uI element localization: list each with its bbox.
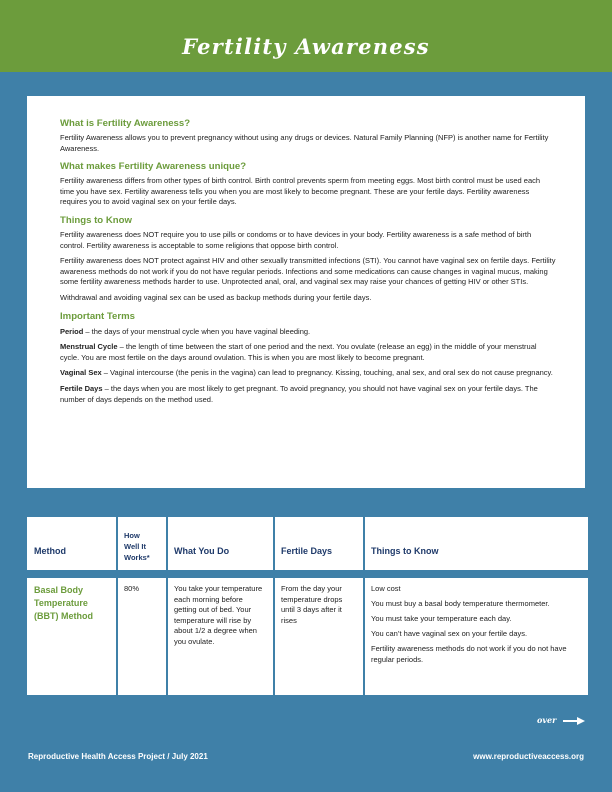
- term-name: Period: [60, 326, 84, 336]
- header-what-label: What You Do: [174, 546, 230, 556]
- header-how-well-label: [124, 530, 150, 563]
- cell-what-you-do: You take your temperature each morning before getting out of bed. Your temperature will rise by about 1/2 a degree when you ovulate.: [174, 584, 263, 646]
- term-name: Fertile Days: [60, 383, 103, 393]
- header-how-well-line: Well It: [124, 542, 146, 551]
- term-name: Menstrual Cycle: [60, 342, 118, 352]
- term-fertile-days: [60, 384, 556, 405]
- term-definition: – the days when you are most likely to get pregnant. To avoid pregnancy, you should not have vaginal sex on your fertile days. The number of days depends on the method used.: [60, 383, 538, 404]
- table-divider-band: [27, 570, 588, 578]
- things-item: Low cost: [371, 584, 401, 593]
- header-method: [27, 517, 117, 570]
- term-menstrual-cycle: [60, 342, 556, 363]
- header-how-well-line: Works*: [124, 553, 150, 562]
- things-paragraph-1: Fertility awareness does NOT require you to use pills or condoms or to have devices in your body. Fertility awareness is a safe method of birth control. Fertility awareness is acceptable to some religions that oppose birth control.: [60, 229, 532, 250]
- header-how-well-line: How: [124, 531, 140, 540]
- unique-paragraph: Fertility awareness differs from other types of birth control. Birth control prevents sperm from meeting eggs. Most birth control must be used each time you have sex. Fertility awareness tells you when you are most likely to become pregnant. These are your fertile days. Fertility awareness requires you to avoid vaginal sex on your fertile days.: [60, 176, 541, 207]
- heading-unique: What makes Fertility Awareness unique?: [60, 161, 247, 173]
- things-item: You must buy a basal body temperature thermometer.: [371, 598, 550, 608]
- term-definition: – Vaginal intercourse (the penis in the vagina) can lead to pregnancy. Kissing, touching, anal sex, and oral sex do not cause pregnancy.: [101, 368, 553, 378]
- heading-important-terms: Important Terms: [60, 310, 135, 322]
- things-item: Fertility awareness methods do not work if you do not have regular periods.: [371, 643, 567, 664]
- term-name: Vaginal Sex: [60, 368, 102, 378]
- cell-fertile-days: From the day your temperature drops until 3 days after it rises: [281, 584, 343, 625]
- cell-rate: 80%: [124, 584, 140, 593]
- term-period: [60, 327, 556, 338]
- header-what-you-do: [167, 517, 274, 570]
- header-things-label: Things to Know: [371, 546, 439, 556]
- cell-method: Basal Body Temperature (BBT) Method: [34, 585, 93, 621]
- heading-what-is: What is Fertility Awareness?: [60, 118, 191, 129]
- page-title: Fertility Awareness: [182, 34, 430, 59]
- info-card-content: [60, 118, 556, 405]
- what-is-paragraph: Fertility Awareness allows you to prevent pregnancy without using any drugs or devices. Natural Family Planning (NFP) is another name for Fertility Awareness.: [60, 133, 549, 153]
- footer-credit: Reproductive Health Access Project / July 2021: [28, 752, 208, 761]
- methods-table: [27, 517, 588, 695]
- cell-things-to-know: [364, 578, 588, 695]
- header-fertile-days: [274, 517, 364, 570]
- term-definition: – the length of time between the start of one period and the next. You ovulate (release an egg) in the middle of your menstrual cycle. You are most fertile on the days around ovulation. This is when you are most likely to become pregnant.: [60, 342, 537, 362]
- header-how-well: [117, 517, 167, 570]
- term-definition: – the days of your menstrual cycle when you have vaginal bleeding.: [83, 326, 311, 336]
- info-card: [27, 96, 585, 488]
- title-banner: [0, 0, 612, 72]
- header-things-to-know: [364, 517, 588, 570]
- over-label: over: [537, 715, 557, 725]
- things-item: You can’t have vaginal sex on your fertile days.: [371, 628, 528, 638]
- things-item: You must take your temperature each day.: [371, 613, 512, 623]
- header-method-label: Method: [34, 546, 66, 556]
- footer-url: www.reproductiveaccess.org: [473, 752, 584, 761]
- term-vaginal-sex: [60, 368, 556, 379]
- things-paragraph-2: Fertility awareness does NOT protect against HIV and other sexually transmitted infections (STI). You cannot have vaginal sex on fertile days. Fertility awareness methods do not work if you do not have regular periods. Infections and some medications can cause changes in vaginal mucus, making some fertility awareness methods harder to use. Unprotected anal, oral, and vaginal sex may raise your chances of getting HIV or other STIs.: [60, 256, 556, 287]
- things-paragraph-3: Withdrawal and avoiding vaginal sex can be used as backup methods during your fertile days.: [60, 292, 372, 302]
- header-fertile-label: Fertile Days: [281, 546, 333, 556]
- heading-things-to-know: Things to Know: [60, 214, 132, 226]
- arrow-right-icon: [563, 716, 585, 726]
